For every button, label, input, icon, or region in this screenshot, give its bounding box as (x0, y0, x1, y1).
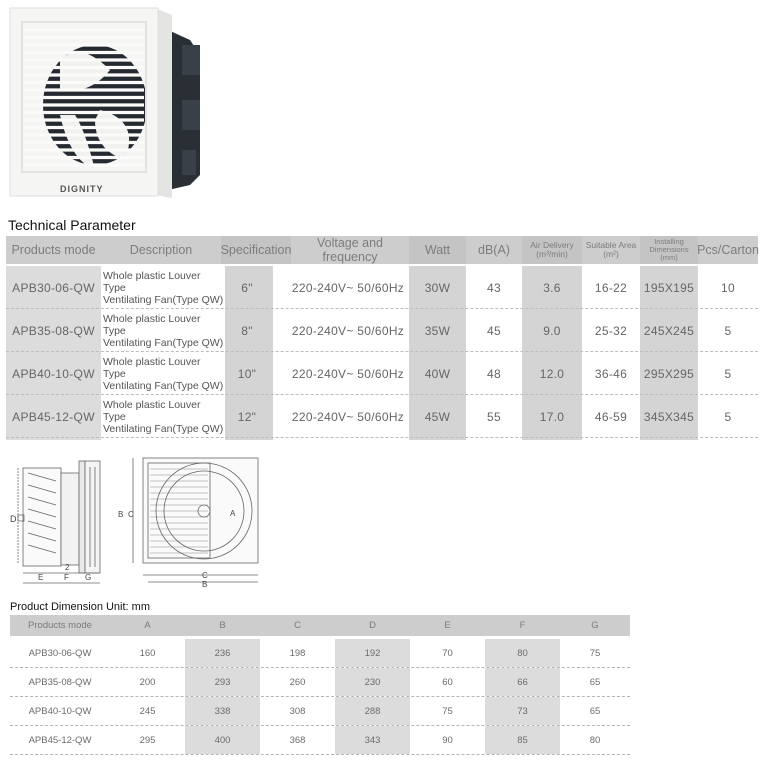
label-C-bottom: C (202, 571, 208, 580)
dimension-cell: APB45-12-QW (28, 734, 92, 746)
label-E: E (38, 573, 44, 582)
label-B-bottom: B (202, 580, 208, 589)
dimension-header-cell: Products mode (28, 620, 92, 631)
table-cell-voltage: 220-240V~ 50/60Hz (291, 323, 405, 338)
dimension-cell: 192 (335, 639, 410, 667)
dimension-header-cell: G (591, 620, 599, 631)
dimension-cell: APB35-08-QW (28, 676, 92, 688)
table-cell-model: APB40-10-QW (12, 366, 95, 381)
dimension-cell: 400 (185, 726, 260, 754)
dimension-row (10, 697, 630, 725)
dimension-cell: 260 (289, 676, 306, 688)
dimension-cell: APB40-10-QW (28, 705, 92, 717)
dimension-cell: 66 (485, 668, 560, 696)
table-cell-air: 9.0 (543, 323, 561, 338)
header-air-delivery-line2: (m³/min) (536, 249, 568, 259)
table-cell-pcs: 5 (724, 409, 732, 424)
label-C: C (128, 510, 134, 519)
table-cell-desc (101, 309, 225, 352)
table-cell-desc (101, 352, 225, 395)
label-B: B (118, 510, 124, 519)
header-db: dB(A) (466, 236, 522, 264)
header-air-delivery (522, 236, 582, 264)
dimension-cell: APB30-06-QW (28, 647, 92, 659)
table-cell-model: APB35-08-QW (12, 323, 95, 338)
table-cell-install: 245X245 (643, 323, 695, 338)
dimension-cell: 200 (139, 676, 156, 688)
header-air-delivery-line1: Air Delivery (530, 240, 574, 250)
header-install-line1: Installing (654, 237, 684, 246)
table-cell-area: 25-32 (594, 323, 628, 338)
description-line1: Whole plastic Louver Type (103, 312, 201, 337)
dimension-cell: 236 (185, 639, 260, 667)
dimension-cell: 65 (589, 705, 601, 717)
dimension-cell: 245 (139, 705, 156, 717)
table-cell-install: 195X195 (643, 280, 695, 295)
header-watt: Watt (409, 236, 466, 264)
description-line2: Ventilating Fan(Type QW) (103, 293, 224, 306)
header-area-line1: Suitable Area (585, 240, 637, 250)
table-cell-voltage: 220-240V~ 50/60Hz (291, 409, 405, 424)
dimension-cell: 80 (485, 639, 560, 667)
header-installing-dimensions (640, 236, 698, 264)
dimension-cell: 70 (442, 647, 453, 659)
brand-logo: DIGNITY (60, 184, 104, 194)
dimension-header-cell: C (294, 620, 301, 631)
table-cell-watt: 35W (424, 323, 451, 338)
dimension-row (10, 668, 630, 696)
description-line2: Ventilating Fan(Type QW) (103, 336, 224, 349)
table-cell-air: 12.0 (539, 366, 565, 381)
product-photo (0, 0, 215, 205)
dimension-header-cell: D (369, 620, 376, 631)
side-view-drawing (18, 461, 100, 583)
dimension-cell: 75 (442, 705, 453, 717)
product-dimension-title: Product Dimension Unit: mm (10, 601, 150, 613)
table-cell-db: 55 (487, 409, 501, 424)
table-cell-watt: 45W (424, 409, 451, 424)
table-cell-watt: 40W (424, 366, 451, 381)
label-G: G (85, 573, 92, 582)
dimension-cell: 293 (185, 668, 260, 696)
dimension-cell: 160 (139, 647, 156, 659)
table-cell-pcs: 5 (724, 366, 732, 381)
table-cell-db: 48 (487, 366, 501, 381)
front-view-drawing (133, 458, 258, 582)
table-cell-model: APB45-12-QW (12, 409, 95, 424)
dimension-diagram (8, 453, 263, 593)
description-line1: Whole plastic Louver Type (103, 398, 201, 423)
header-model: Products mode (6, 236, 101, 264)
row-divider (6, 437, 758, 438)
dimension-cell: 230 (335, 668, 410, 696)
header-area-line2: (m²) (603, 249, 619, 259)
dimension-cell: 343 (335, 726, 410, 754)
table-header-row (6, 236, 758, 264)
dimension-cell: 85 (485, 726, 560, 754)
table-cell-spec: 6" (241, 280, 253, 295)
table-cell-pcs: 10 (721, 280, 735, 295)
dimension-cell: 308 (289, 705, 306, 717)
table-cell-voltage: 220-240V~ 50/60Hz (291, 280, 405, 295)
description-line1: Whole plastic Louver Type (103, 355, 201, 380)
table-body (6, 266, 758, 440)
dimension-cell: 75 (589, 647, 601, 659)
dimension-table-header (10, 615, 630, 636)
table-cell-spec: 10" (237, 366, 257, 381)
table-cell-area: 46-59 (594, 409, 628, 424)
header-specification: Specification (221, 236, 291, 264)
dimension-cell: 368 (289, 734, 306, 746)
header-pcs-carton: Pcs/Carton (698, 236, 758, 264)
table-cell-watt: 30W (424, 280, 451, 295)
dimension-header-cell: B (219, 620, 226, 631)
dimension-cell: 65 (589, 676, 601, 688)
table-cell-db: 43 (487, 280, 501, 295)
table-cell-desc (101, 266, 225, 309)
dimension-row-divider (10, 754, 630, 755)
header-suitable-area (582, 236, 640, 264)
dimension-row (10, 639, 630, 667)
header-voltage: Voltage and frequency (291, 236, 409, 264)
header-install-line2: Dimensions (649, 245, 689, 254)
table-cell-install: 345X345 (643, 409, 695, 424)
description-line2: Ventilating Fan(Type QW) (103, 379, 224, 392)
dimension-header-cell: A (144, 620, 151, 631)
table-cell-air: 3.6 (543, 280, 561, 295)
dimension-cell: 295 (139, 734, 156, 746)
dimension-cell: 60 (442, 676, 453, 688)
label-F: F (64, 573, 69, 582)
technical-parameter-title: Technical Parameter (8, 217, 136, 233)
table-cell-air: 17.0 (539, 409, 565, 424)
description-line1: Whole plastic Louver Type (103, 269, 201, 294)
table-cell-pcs: 5 (724, 323, 732, 338)
table-cell-db: 45 (487, 323, 501, 338)
description-line2: Ventilating Fan(Type QW) (103, 422, 224, 435)
table-cell-spec: 12" (237, 409, 257, 424)
dimension-cell: 73 (485, 697, 560, 725)
label-2: 2 (65, 563, 70, 572)
label-A: A (230, 509, 236, 518)
table-cell-area: 36-46 (594, 366, 628, 381)
table-cell-voltage: 220-240V~ 50/60Hz (291, 366, 405, 381)
header-install-line3: (mm) (660, 253, 678, 262)
dimension-cell: 198 (289, 647, 306, 659)
header-description: Description (101, 236, 221, 264)
dimension-cell: 338 (185, 697, 260, 725)
table-cell-model: APB30-06-QW (12, 280, 95, 295)
dimension-row (10, 726, 630, 754)
table-cell-area: 16-22 (594, 280, 628, 295)
dimension-header-cell: F (519, 620, 526, 631)
table-cell-desc (101, 395, 225, 438)
dimension-cell: 80 (589, 734, 601, 746)
table-cell-install: 295X295 (643, 366, 695, 381)
dimension-cell: 90 (442, 734, 453, 746)
dimension-header-cell: E (444, 620, 451, 631)
table-cell-spec: 8" (241, 323, 253, 338)
dimension-cell: 288 (335, 697, 410, 725)
label-D: D (10, 514, 17, 524)
